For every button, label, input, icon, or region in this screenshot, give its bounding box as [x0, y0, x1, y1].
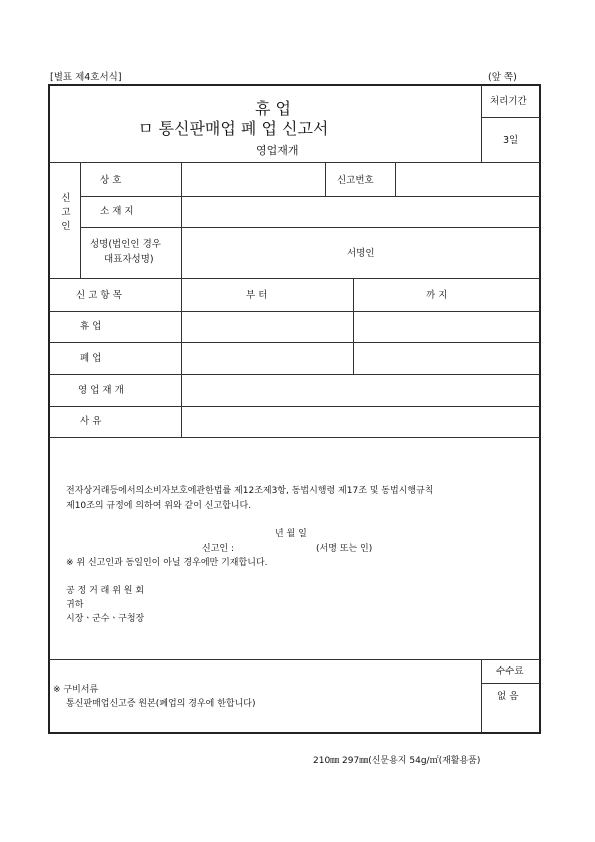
declaration-note: ※ 위 신고인과 동일인이 아닐 경우에만 기재합니다.	[66, 558, 268, 568]
suspension-from-field[interactable]	[182, 312, 352, 341]
reporter-name-field[interactable]	[250, 542, 310, 556]
page-side-label: (앞 쪽)	[488, 72, 517, 83]
reason-field[interactable]	[182, 407, 539, 436]
period-to-header: 까 지	[426, 290, 448, 301]
closure-from-field[interactable]	[182, 343, 352, 373]
closure-to-field[interactable]	[354, 343, 539, 373]
required-document-item: 통신판매업신고증 원본(폐업의 경우에 한합니다)	[66, 699, 256, 709]
row-closure-label: 폐 업	[80, 353, 102, 364]
address-field[interactable]	[182, 197, 539, 226]
fee-value: 없 음	[497, 691, 519, 702]
suspension-to-field[interactable]	[354, 312, 539, 341]
name-label-line1: 성명(법인인 경우	[90, 239, 161, 250]
trade-name-label: 상 호	[100, 175, 122, 186]
row-suspension-label: 휴 업	[80, 321, 102, 332]
signature-note: (서명 또는 인)	[316, 544, 373, 554]
resume-field[interactable]	[182, 375, 539, 405]
name-label-line2: 대표자성명)	[104, 254, 154, 265]
period-item-header: 신 고 항 목	[76, 290, 122, 301]
title-resume: 영업재개	[256, 144, 299, 157]
row-resume-label: 영 업 재 개	[78, 385, 124, 396]
declaration-text-line2: 제10조의 규정에 의하여 위와 같이 신고합니다.	[66, 501, 252, 511]
fee-label: 수수료	[496, 666, 524, 677]
report-number-field[interactable]	[396, 163, 539, 195]
applicant-section-label: 신고인	[61, 193, 71, 232]
addressee-honorific: 귀하	[66, 600, 84, 610]
required-documents-label: ※ 구비서류	[53, 685, 99, 695]
title-main: ㅁ 통신판매업 폐 업 신고서	[138, 119, 329, 138]
period-from-header: 부 터	[246, 290, 268, 301]
processing-period-value: 3일	[503, 135, 519, 146]
date-line: 년 월 일	[275, 529, 307, 539]
trade-name-field[interactable]	[182, 163, 324, 195]
form-number: [별표 제4호서식]	[50, 72, 122, 83]
reporter-label: 신고인 :	[202, 544, 234, 554]
paper-spec: 210㎜ 297㎜(신문용지 54g/㎡(재활용품)	[313, 756, 481, 766]
report-number-label: 신고번호	[337, 175, 374, 186]
processing-period-label: 처리기간	[490, 96, 527, 107]
title-suspension: 휴 업	[255, 99, 291, 118]
reason-label: 사 유	[80, 416, 102, 427]
addressee-local: 시장ㆍ군수ㆍ구청장	[66, 614, 145, 624]
signature-label: 서명인	[347, 248, 375, 259]
addressee-ftc: 공 정 거 래 위 원 회	[66, 586, 145, 596]
declaration-text-line1: 전자상거래등에서의소비자보호에관한법률 제12조제3항, 동법시행령 제17조 및 동법시행규칙	[66, 486, 434, 496]
address-label: 소 재 지	[100, 206, 134, 217]
